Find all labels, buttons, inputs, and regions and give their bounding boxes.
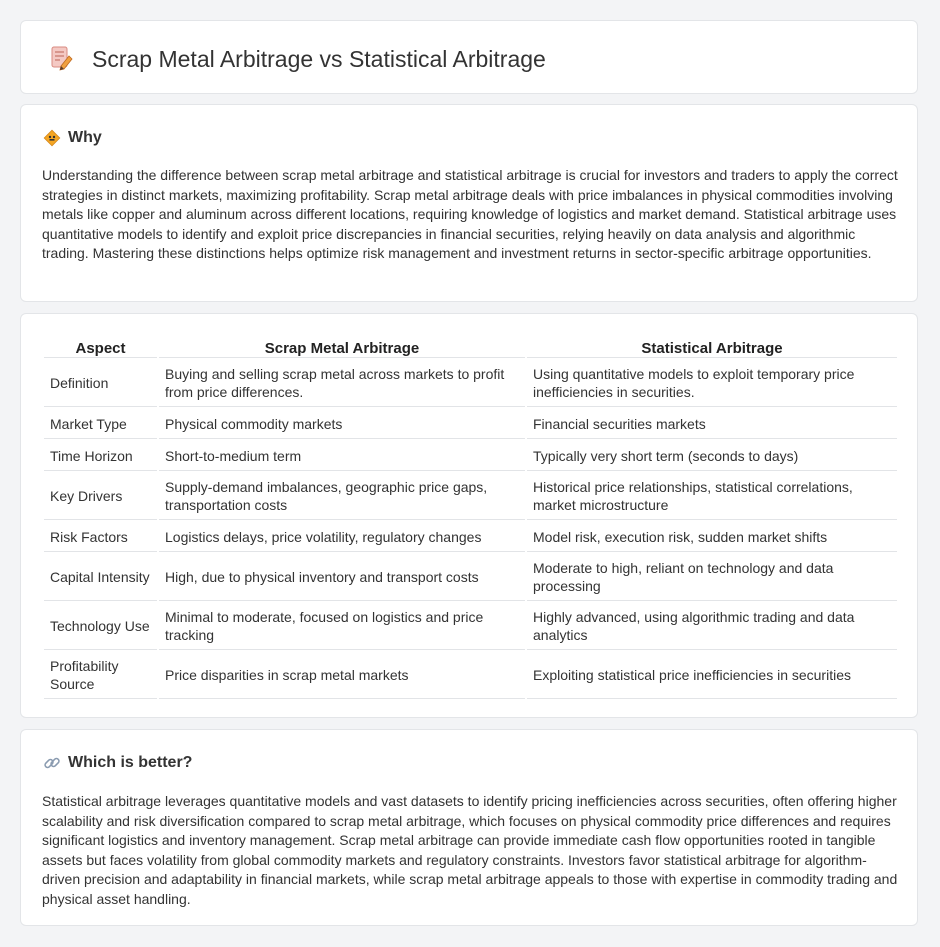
header-scrap-metal: Scrap Metal Arbitrage [159,337,525,358]
statistical-cell: Historical price relationships, statistical correlations, market microstructure [527,473,897,520]
aspect-cell: Market Type [44,409,157,439]
statistical-cell: Using quantitative models to exploit temporary price inefficiencies in securities. [527,360,897,407]
better-text: Statistical arbitrage leverages quantitative models and vast datasets to identify pricing inefficiencies across securities, often offering higher scalability and risk diversification compared to scrap metal arbitrage, which focuses on physical commodity price differences and requires significant logistics and inventory management. Scrap metal arbitrage can provide immediate cash flow opportunities rooted in tangible assets but faces volatility from global commodity markets and regulatory constraints. Investors favor statistical arbitrage for algorithm-driven precision and adaptability in financial markets, while scrap metal arbitrage appeals to those with expertise in commodity trading and physical asset handling. [42,793,898,907]
statistical-cell: Financial securities markets [527,409,897,439]
table-row [44,441,897,471]
header-statistical: Statistical Arbitrage [527,337,897,358]
table-row [44,360,897,407]
scrap-cell: High, due to physical inventory and transport costs [159,554,525,601]
scrap-cell: Minimal to moderate, focused on logistics and price tracking [159,603,525,650]
table-row [44,603,897,650]
aspect-cell: Capital Intensity [44,554,157,601]
better-heading: Which is better? [68,754,193,771]
diamond-sign-icon [43,129,61,147]
aspect-cell: Risk Factors [44,522,157,552]
scrap-cell: Price disparities in scrap metal markets [159,652,525,699]
statistical-cell: Highly advanced, using algorithmic trading and data analytics [527,603,897,650]
comparison-table [42,335,899,701]
aspect-cell: Key Drivers [44,473,157,520]
statistical-cell: Moderate to high, reliant on technology and data processing [527,554,897,601]
page-title: Scrap Metal Arbitrage vs Statistical Arbitrage [92,46,546,72]
statistical-cell: Typically very short term (seconds to days) [527,441,897,471]
header-aspect: Aspect [44,337,157,358]
why-section [20,104,918,302]
scrap-cell: Buying and selling scrap metal across markets to profit from price differences. [159,360,525,407]
title-card [20,20,918,94]
why-text: Understanding the difference between scrap metal arbitrage and statistical arbitrage is crucial for investors and traders to apply the correct strategies in distinct markets, maximizing profitability. Scrap metal arbitrage deals with price imbalances in physical commodities involving metals like copper and aluminum across different locations, requiring knowledge of logistics and market demand. Statistical arbitrage uses quantitative models to identify and exploit price discrepancies in financial securities, relying heavily on data analysis and algorithmic trading. Mastering these distinctions helps optimize risk management and investment returns in sector-specific arbitrage opportunities. [42,167,898,261]
why-heading: Why [68,129,102,146]
aspect-cell: Time Horizon [44,441,157,471]
link-icon [43,754,61,772]
table-row [44,409,897,439]
aspect-cell: Technology Use [44,603,157,650]
scrap-cell: Logistics delays, price volatility, regulatory changes [159,522,525,552]
document-pencil-icon [49,45,73,71]
which-is-better-section [20,729,918,926]
table-row [44,652,897,699]
aspect-cell: Definition [44,360,157,407]
statistical-cell: Model risk, execution risk, sudden market shifts [527,522,897,552]
table-row [44,554,897,601]
table-row [44,473,897,520]
scrap-cell: Supply-demand imbalances, geographic price gaps, transportation costs [159,473,525,520]
better-heading-row [43,752,192,774]
why-heading-row [43,127,102,149]
aspect-cell: Profitability Source [44,652,157,699]
table-row [44,522,897,552]
comparison-section [20,313,918,718]
statistical-cell: Exploiting statistical price inefficiencies in securities [527,652,897,699]
scrap-cell: Physical commodity markets [159,409,525,439]
scrap-cell: Short-to-medium term [159,441,525,471]
table-header-row [44,337,897,358]
